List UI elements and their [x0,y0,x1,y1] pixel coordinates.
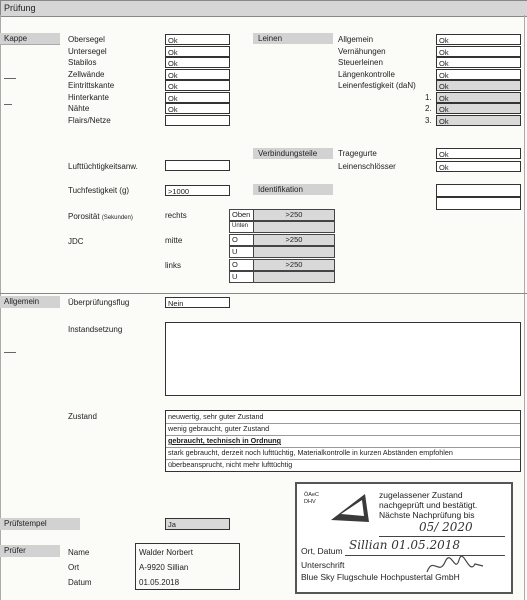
instandsetzung-label: Instandsetzung [68,325,123,334]
tick-mark [4,104,12,105]
stamp-ort-datum-label: Ort, Datum [301,546,343,556]
identifikation-field-1[interactable] [436,184,521,197]
ort-label: Ort [68,563,80,572]
leinen-row-field[interactable]: Ok [436,34,521,45]
ort-value: A-9920 Sillian [139,563,189,572]
porositaet-o-cell: Oben [229,209,254,221]
zustand-label: Zustand [68,412,97,421]
tuchfestigkeit-label: Tuchfestigkeit (g) [68,186,130,195]
leinen-row-label: Allgemein [338,35,374,44]
leinen-row-field[interactable]: Ok [436,80,521,91]
leinenschloesser-label: Leinenschlösser [338,162,396,171]
kappe-row-field[interactable]: Ok [165,80,230,91]
divider [0,293,527,294]
leinen-row-label: Steuerleinen [338,58,383,67]
porositaet-label-text: Porosität [68,212,100,221]
porositaet-value-u[interactable] [253,246,335,258]
zustand-option[interactable]: überbeansprucht, nicht mehr lufttüchtig [168,460,293,469]
kappe-row-label: Flairs/Netze [68,115,111,125]
kappe-row-label: Obersegel [68,35,105,44]
festigkeit-field[interactable]: Ok [436,103,521,114]
kappe-row-field[interactable] [165,115,230,126]
tick-mark [4,352,16,353]
leinenschloesser-field[interactable]: Ok [436,161,521,172]
section-allgemein-label: Allgemein [4,297,40,306]
leinen-row-field[interactable]: Ok [436,69,521,80]
zustand-option[interactable]: gebraucht, technisch in Ordnung [166,435,520,448]
festigkeit-number: 2. [425,104,432,113]
kappe-row-label: Nähte [68,104,90,113]
paraglider-logo-icon [329,490,377,530]
section-verbindungsteile-label: Verbindungsteile [258,149,318,158]
approval-stamp [295,482,513,594]
lufttuechtigkeit-label: Lufttüchtigkeitsanw. [68,162,138,171]
kappe-row-field[interactable]: Ok [165,92,230,103]
kappe-row-label: Untersegel [68,46,107,56]
kappe-row-field[interactable]: Ok [165,57,230,68]
porositaet-o-cell: O [229,234,254,246]
stamp-company: Blue Sky Flugschule Hochpustertal GmbH [301,572,460,582]
zustand-options [165,410,521,472]
zustand-option[interactable]: neuwertig, sehr guter Zustand [166,411,520,424]
porositaet-label [68,212,133,223]
zustand-option[interactable]: stark gebraucht, derzeit noch lufttüchtig, Materialkontrolle in kurzen Abständen empfohlen [166,447,520,460]
stamp-line1: zugelassener Zustand [379,490,463,500]
pruefstempel-field[interactable]: Ja [165,518,230,530]
porositaet-o-cell: O [229,259,254,271]
stamp-logo-line1: ÖAeC [304,492,319,498]
porositaet-unit: (Sekunden) [101,215,133,221]
stamp-line3: Nächste Nachprüfung bis [379,510,475,520]
leinen-row-field[interactable]: Ok [436,57,521,68]
next-date-line [379,536,505,537]
stamp-logo-line2: DHV [304,499,316,505]
datum-label: Datum [68,578,92,587]
identifikation-field-2[interactable] [436,197,521,210]
pruefer-label: Prüfer [4,546,26,555]
datum-value: 01.05.2018 [139,578,180,587]
pruefstempel-label: Prüfstempel [4,519,47,528]
kappe-row-field[interactable]: Ok [165,46,230,57]
kappe-row-field[interactable]: Ok [165,103,230,114]
ueberpruefungsflug-label: Überprüfungsflug [68,298,130,307]
festigkeit-number: 1. [425,92,432,102]
jdc-label: JDC [68,237,84,246]
kappe-row-field[interactable]: Ok [165,69,230,80]
porositaet-u-cell: U [229,246,254,258]
position-label: rechts [165,211,187,220]
section-identifikation-label: Identifikation [258,185,303,194]
lufttuechtigkeit-field[interactable] [165,160,230,171]
kappe-row-label: Hinterkante [68,92,109,102]
position-label: links [165,261,182,270]
position-label: mitte [165,236,183,245]
divider [0,44,60,45]
name-value: Walder Norbert [139,548,193,557]
tragegurte-field[interactable]: Ok [436,148,521,159]
section-kappe-label: Kappe [4,34,28,43]
festigkeit-field[interactable]: Ok [436,115,521,126]
kappe-row-label: Zellwände [68,69,105,79]
porositaet-value[interactable]: >250 [253,259,335,271]
porositaet-value-u[interactable] [253,271,335,283]
porositaet-u-cell: U [229,271,254,283]
handwritten-ort-datum: Sillian 01.05.2018 [349,538,460,552]
leinen-row-label: Längenkontrolle [338,69,395,79]
zustand-option[interactable]: wenig gebraucht, guter Zustand [166,423,520,436]
tuchfestigkeit-field[interactable]: >1000 [165,185,230,196]
stamp-unterschrift-label: Unterschrift [301,560,345,570]
leinen-row-label: Vernähungen [338,46,386,56]
kappe-row-label: Eintrittskante [68,81,115,90]
page-title: Prüfung [4,3,36,13]
leinen-row-field[interactable]: Ok [436,46,521,57]
ueberpruefungsflug-field[interactable]: Nein [165,297,230,308]
tick-mark [4,78,16,79]
section-header-pruefung [0,0,527,17]
frame-right [524,15,525,600]
kappe-row-field[interactable]: Ok [165,34,230,45]
porositaet-u-cell: Unten [229,221,254,233]
tragegurte-label: Tragegurte [338,149,377,158]
stamp-logo-text [304,492,319,506]
porositaet-value[interactable]: >250 [253,234,335,246]
festigkeit-field[interactable]: Ok [436,92,521,103]
handwritten-next-date: 05/ 2020 [419,520,473,534]
section-leinen-label: Leinen [258,34,283,43]
kappe-row-label: Stabilos [68,58,97,67]
instandsetzung-textarea[interactable] [165,322,521,396]
festigkeit-number: 3. [425,115,432,125]
porositaet-value[interactable]: >250 [253,209,335,221]
stamp-line2: nachgeprüft und bestätigt. [379,500,478,510]
name-label: Name [68,548,90,557]
leinen-row-label: Leinenfestigkeit (daN) [338,81,416,90]
porositaet-value-u[interactable] [253,221,335,233]
